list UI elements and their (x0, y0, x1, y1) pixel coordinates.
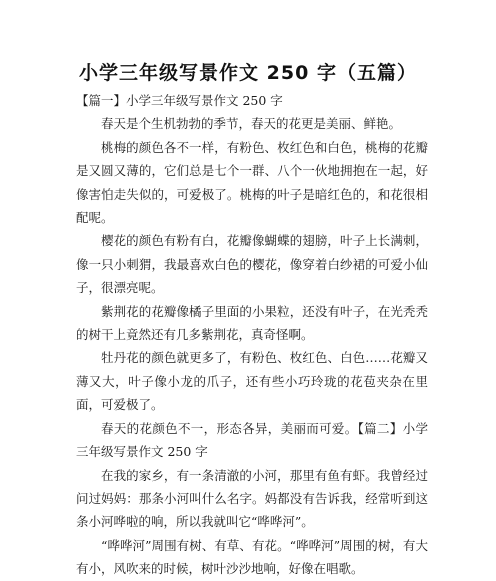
document-title: 小学三年级写景作文 250 字（五篇） (79, 62, 417, 84)
paragraph: “哗哗河”周围有树、有草、有花。“哗哗河”周围的树，有大有小，风吹来的时候，树叶沙沙地响，好像在唱歌。 (76, 537, 428, 577)
paragraph: 樱花的颜色有粉有白，花瓣像蝴蝶的翅膀，叶子上长满刺，像一只小刺猬，我最喜欢白色的樱花，像穿着白纱裙的可爱小仙子，很漂亮呢。 (76, 233, 428, 296)
paragraph: 春天的花颜色不一，形态各异，美丽而可爱。【篇二】小学三年级写景作文 250 字 (76, 420, 428, 460)
document-body (76, 89, 428, 581)
paragraph: 牡丹花的颜色就更多了，有粉色、枚红色、白色……花瓣又薄又大，叶子像小龙的爪子，还有些小巧玲珑的花苞夹杂在里面，可爱极了。 (76, 350, 428, 413)
section-heading: 【篇一】小学三年级写景作文 250 字 (76, 93, 283, 108)
paragraph: 紫荆花的花瓣像橘子里面的小果粒，还没有叶子，在光秃秃的树干上竟然还有几多紫荆花，真奇怪啊。 (76, 303, 428, 343)
paragraph: 桃梅的颜色各不一样，有粉色、枚红色和白色，桃梅的花瓣是又圆又薄的，它们总是七个一群、八个一伙地拥抱在一起，好像害怕走失似的，可爱极了。桃梅的叶子是暗红色的，和花很相配呢。 (76, 139, 428, 226)
paragraph: 春天是个生机勃勃的季节，春天的花更是美丽、鲜艳。 (101, 116, 402, 132)
page-bottom-edge (0, 553, 496, 561)
paragraph: 在我的家乡，有一条清澈的小河，那里有鱼有虾。我曾经过问过妈妈：那条小河叫什么名字。妈都没有告诉我，经常听到这条小河哗啦的响，所以我就叫它“哗哗河”。 (76, 467, 428, 530)
